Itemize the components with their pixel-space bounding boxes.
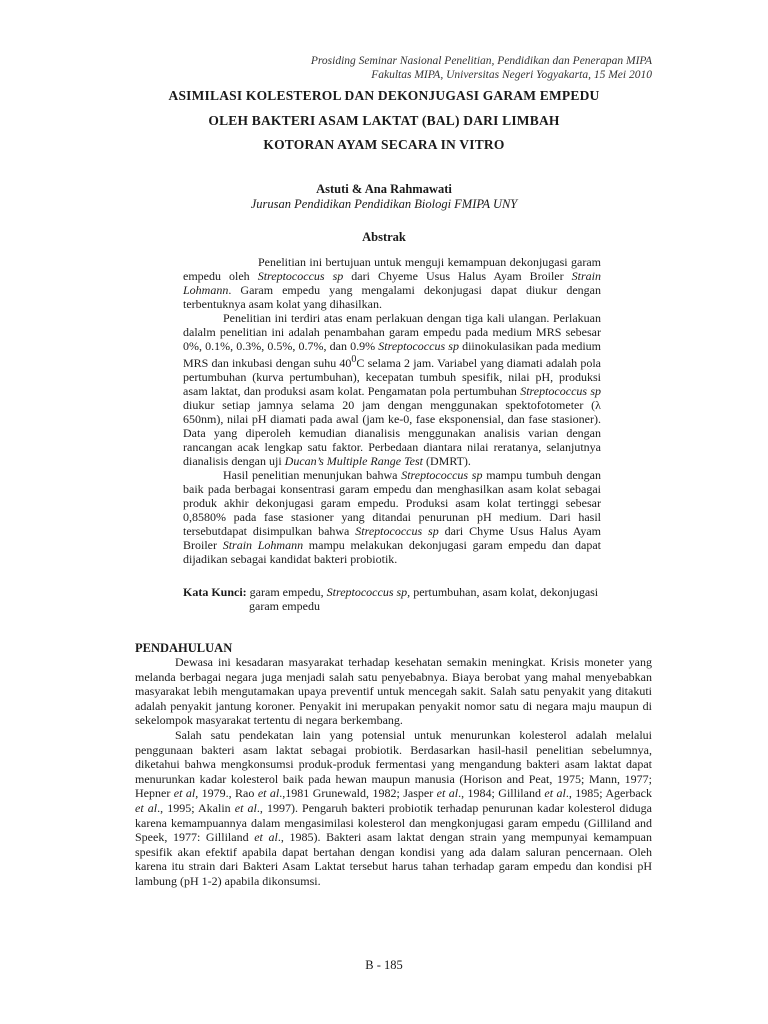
text-run: ., 1985). Bakteri asam laktat dengan strain yang mempunyai kemampuan spesifik akan efektif apabila dapat bertahan dengan kondisi yang ada dalam saluran pencernaan. Oleh karena itu strain dari Bakteri Asam Laktat tersebut harus tahan terhadap garam empedu dan kondisi pH lambung (pH 1-2) apabila dikonsumsi. bbox=[135, 830, 652, 888]
citation-etal: et al bbox=[234, 800, 257, 815]
strain-name: Strain Lohmann bbox=[183, 269, 601, 297]
keywords bbox=[183, 585, 601, 613]
text-run: Salah satu pendekatan lain yang potensial untuk menurunkan kolesterol adalah melalui penggunaan bakteri asam laktat sebagai probiotik. Berdasarkan hasil-hasil penelitian sebelumnya, diketahui bahwa mengkonsumsi produk-produk fermentasi yang mengandung bakteri asam laktat dapat menurunkan kadar kolesterol baik pada hewan maupun manusia (Horison and Peat, 1975; Mann, 1977; Hepner bbox=[135, 727, 652, 801]
species-name: Streptococcus sp, bbox=[326, 585, 411, 599]
abstract-paragraph-1 bbox=[183, 255, 601, 311]
text-run: diinokulasikan pada medium MRS dan inkubasi dengan suhu 40 bbox=[183, 339, 602, 370]
proceedings-header-line1: Prosiding Seminar Nasional Penelitian, Pendidikan dan Penerapan MIPA bbox=[310, 55, 652, 67]
text-run: mampu tumbuh dengan baik pada berbagai konsentrasi garam empedu dan menghasilkan asam kolat sebagai produk akhir dekonjugasi garam empedu. Produksi asam kolat tertinggi sebesar 0,8580% pada fase stasioner yang ditandai penurunan pH medium. Dari hasil tersebutdapat disimpulkan bahwa bbox=[183, 468, 601, 538]
degree-superscript: 0 bbox=[351, 354, 357, 365]
species-name: Streptococcus sp bbox=[401, 468, 483, 482]
abstract-heading: Abstrak bbox=[362, 230, 406, 244]
text-run: mampu melakukan dekonjugasi garam empedu dan dapat dijadikan sebagai kandidat bakteri probiotik. bbox=[183, 538, 601, 566]
body-paragraph-1: Dewasa ini kesadaran masyarakat terhadap kesehatan semakin meningkat. Krisis moneter yang melanda berbagai negara juga menjadi salah satu penyebabnya. Biaya berobat yang mahal menyebabkan masyarakat lebih mengutamakan upaya preventif untuk mencegah sakit. Salah satu penyakit yang ditakuti adalah penyakit jantung koroner. Penyakit ini merupakan penyakit nomor satu di negara maju maupun di sekelompok masyarakat tertentu di negara berkembang. bbox=[135, 655, 652, 728]
title-line-3: KOTORAN AYAM SECARA IN VITRO bbox=[263, 137, 505, 152]
text-run: ., 1985; Agerback bbox=[565, 786, 653, 801]
citation-etal: et al bbox=[173, 786, 196, 801]
section-body bbox=[135, 655, 652, 889]
text-run: Hasil penelitian menunjukan bahwa bbox=[223, 468, 402, 482]
section-heading: PENDAHULUAN bbox=[135, 641, 233, 655]
keywords-label: Kata Kunci: bbox=[183, 585, 247, 599]
text-run: dari Chyme Usus Halus Ayam Broiler bbox=[183, 524, 601, 552]
species-name: Streptococcus sp bbox=[378, 339, 459, 353]
species-name: Streptococcus sp bbox=[355, 524, 439, 538]
text-run: diukur setiap jamnya selama 20 jam dengan menggunakan spektofotometer (λ 650nm), nilai pH diamati pada awal (jam ke-0, fase eksponensial, dan fase stasioner). Data yang diperoleh kemudian dianalisis menggunakan analisis varian dengan rancangan acak lengkap satu faktor. Perbedaan diantara nilai reratanya, selanjutnya dianalisis dengan uji bbox=[183, 398, 601, 468]
strain-name: Strain Lohmann bbox=[222, 538, 304, 552]
authors: Astuti & Ana Rahmawati bbox=[316, 182, 452, 196]
title-line-2: OLEH BAKTERI ASAM LAKTAT (BAL) DARI LIMBAH bbox=[208, 113, 560, 128]
citation-etal: et al bbox=[135, 800, 158, 815]
citation-etal: et al bbox=[544, 786, 566, 801]
text-run: dari Chyeme Usus Halus Ayam Broiler bbox=[343, 269, 572, 283]
text-run: Penelitian ini bertujuan untuk menguji kemampuan dekonjugasi garam empedu oleh bbox=[183, 255, 601, 283]
title-line-1: ASIMILASI KOLESTEROL DAN DEKONJUGASI GARAM EMPEDU bbox=[168, 88, 600, 103]
page-number: B - 185 bbox=[365, 958, 403, 972]
species-name: Streptococcus sp bbox=[520, 384, 601, 398]
citation-etal: et al bbox=[436, 786, 459, 801]
abstract-paragraph-3 bbox=[183, 468, 601, 566]
text-run: ., 1995; Akalin bbox=[157, 800, 235, 815]
text-run: . Garam empedu yang mengalami dekonjugasi dapat diukur dengan terbentuknya asam kolat yang dihasilkan. bbox=[183, 283, 601, 311]
text-run: .,1981 Grunewald, 1982; Jasper bbox=[279, 786, 437, 801]
citation-etal: et al bbox=[254, 830, 278, 845]
species-name: Streptococcus sp bbox=[257, 269, 344, 283]
body-paragraph-2 bbox=[135, 728, 652, 889]
text-run: garam empedu, bbox=[246, 585, 327, 599]
text-run: ., 1984; Gilliland bbox=[458, 786, 545, 801]
abstract-paragraph-2 bbox=[183, 311, 601, 468]
citation-etal: et al bbox=[257, 786, 280, 801]
affiliation: Jurusan Pendidikan Pendidikan Biologi FMIPA UNY bbox=[250, 197, 518, 211]
text-run: C selama 2 jam. Variabel yang diamati adalah pola pertumbuhan (kurva pertumbuhan), kecepatan tumbuh spesifik, nilai pH, produksi asam laktat, dan produksi asam kolat. Pengamatan pola pertumbuhan bbox=[183, 356, 601, 398]
text-run: Penelitian ini terdiri atas enam perlakuan dengan tiga kali ulangan. Perlakuan dalalm penelitian ini adalah penambahan garam empedu pada medium MRS sebesar 0%, 0.1%, 0.3%, 0.5%, 0.7%, dan 0.9% bbox=[183, 311, 601, 353]
text-run: pertumbuhan, asam kolat, dekonjugasi bbox=[410, 585, 599, 599]
text-run: ., 1997). Pengaruh bakteri probiotik terhadap penurunan kadar kolesterol diduga karena kemampuannya dalam mengasimilasi kolesterol dan mengkonjugasi garam empedu (Gilliland and Speek, 1977: Gilliland bbox=[135, 800, 653, 845]
abstract-body bbox=[183, 255, 601, 566]
test-name: Ducan’s Multiple Range Test bbox=[284, 454, 423, 468]
text-run: , 1979., Rao bbox=[195, 786, 258, 801]
proceedings-header-line2: Fakultas MIPA, Universitas Negeri Yogyakarta, 15 Mei 2010 bbox=[371, 69, 652, 81]
text-run: (DMRT). bbox=[422, 454, 471, 468]
keywords-continuation: garam empedu bbox=[249, 599, 320, 613]
